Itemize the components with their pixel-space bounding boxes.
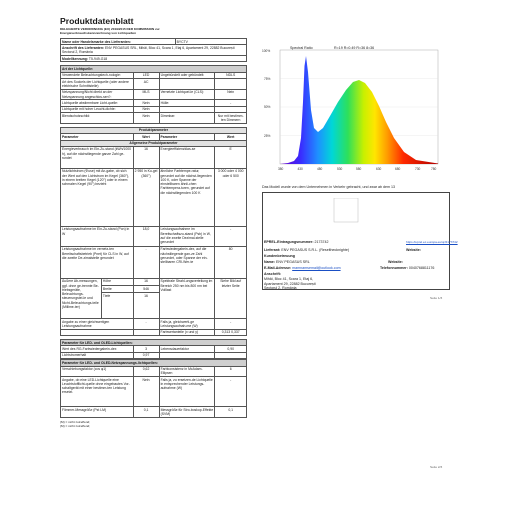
table-row: Art des Sockels der Lichtquelle (oder andere elektrische Schnittstelle) AC bbox=[61, 79, 247, 90]
regulation-text: DELEGIERTE VERORDNUNG (EU) 2019/2015 DER KOMMISSION zur Energieverbrauchskennzeichnung von Lichtquellen bbox=[60, 27, 160, 35]
params-table: Produktparameter Parameter Wert Parameter Wert Allgemeine Produktparameter Energieverbrauch im Ein-Zu-stand (kWh/1000 h), auf die nächstliegende ganze Zahl ge-rundet 16 Energieeffizienzklas-se E Nutzlichtstrom (Φuse) mit An-gabe, ob sich der Wert auf den Lichtstrom im Kegel (360°), in einem breiten Kegel (120°) oder in einem schmalen Kegel (90°) bezieht 2 950 in Ku-gel (360°) ähnliche Farbtempe-ratur, gerundet auf die nächst-liegenden 100 K, oder Spanne der einstellbaren ähnli-chen Farbtempera-turen, gerundet auf die nächstliegenden 100 K 3 000 oder 4 000 oder 6 500 Leistungsaufnahme im Ein-Zu-stand (Pon) in W 18,0 Leistungsaufnahme im Bereitschaftszu-stand (Psb) in W, auf die zweite Dezimal-stelle gerundet - Leistungsaufnahme im vernetz-ten Bereitschaftsbetrieb (Pnet) für CLS in W, auf die zweite De-zimalstelle gerundet - Farbwiedergabein-dex, auf die nächstliegende gan-ze Zahl gerundet, oder Spanne der ein-stellbaren CRI-Wer-te 80 Äußere Ab-messungen, ggf. ohne ge-trennte Be-triebsgeräte, Beleuchtungs-steuerungstei-le und Nicht-Beleuchtungs-teile (Millime-ter) Höhe 16 Spektrale Strahl-ungsverteilung im Bereich 250 nm bis 800 nm bei Volllast Siehe Bild auf letzter Seite Breite 546 Tiefe 16 Angabe zu einer gleichwertigen Leistungsaufnahme - Falls ja, gleichwerti-ge Leistungsaufnah-me (W) - Farbwertanteile (x und y) 0,313 0,337 bbox=[60, 127, 247, 336]
spectrum-title: Spectral Ratio bbox=[290, 46, 313, 50]
y-tick: 25% bbox=[264, 134, 271, 138]
x-tick: 580 bbox=[356, 167, 362, 171]
footnote: (M) = nicht zutreffend; bbox=[60, 419, 91, 424]
type-table bbox=[60, 65, 247, 123]
x-tick: 480 bbox=[317, 167, 323, 171]
spectrum-readout: R=19 R=0.49 R=36 8=36 bbox=[334, 46, 375, 50]
footnote: (M) = nicht zutreffend; bbox=[60, 423, 91, 428]
table-row: Lichtquelle mit hoher Leucht-dichte: Nein bbox=[61, 106, 247, 112]
supplier-label: Name oder Handelsmarke des Lieferanten: bbox=[61, 39, 176, 45]
table-row: Blendschutzschild: Nein Dimmbar: Nur mit bestimm-ten Dimmern bbox=[61, 113, 247, 124]
params-band: Produktparameter bbox=[61, 127, 247, 133]
placing-caption: Das Modell wurde von dem Unternehmen in Verkehr gebracht, und zwar ab dem 13 bbox=[262, 185, 396, 189]
table-row: Nutzlichtstrom (Φuse) mit An-gabe, ob sich der Wert auf den Lichtstrom im Kegel (360°), in einem breiten Kegel (120°) oder in einem schmalen Kegel (90°) bezieht 2 950 in Ku-gel (360°) ähnliche Farbtempe-ratur, gerundet auf die nächst-liegenden 100 K, oder Spanne der einstellbaren ähnli-chen Farbtempera-turen, gerundet auf die nächstliegenden 100 K 3 000 oder 4 000 oder 6 500 bbox=[61, 168, 247, 226]
email-row: E-Mail-Adresse: mamnamsemail@outlook.com bbox=[264, 266, 341, 270]
y-tick: 50% bbox=[264, 105, 271, 109]
model-label: Modellkennung: bbox=[62, 56, 88, 61]
contact-label: Kundenbetreuung bbox=[264, 254, 295, 258]
table-row: Leistungsaufnahme im vernetz-ten Bereitschaftsbetrieb (Pnet) für CLS in W, auf die zweite De-zimalstelle gerundet - Farbwiedergabein-dex, auf die nächstliegende gan-ze Zahl gerundet, oder Spanne der ein-stellbaren CRI-Wer-te 80 bbox=[61, 246, 247, 278]
phone-row: Telefonnummer: 0040768811176 bbox=[380, 266, 435, 270]
website-label: Website: bbox=[406, 248, 421, 252]
page-number: Seite 2/3 bbox=[430, 465, 443, 469]
table-row: Breite 546 bbox=[61, 285, 247, 292]
page-number: Seite 1/3 bbox=[430, 296, 443, 300]
address-label-right: Anschrift: bbox=[264, 272, 281, 276]
spectrum-chart bbox=[260, 42, 444, 175]
address-value-right: Mihăi, Bloc 41, Scara 1, Etaj 6, Apartament 29, 22882 București Sectorul 2, România bbox=[264, 277, 316, 291]
table-row: Leistungsaufnahme im Ein-Zu-stand (Pon) in W 18,0 Leistungsaufnahme im Bereitschaftszu-stand (Psb) in W, auf die zweite Dezimal-stelle gerundet - bbox=[61, 226, 247, 246]
x-tick: 730 bbox=[415, 167, 421, 171]
x-tick: 680 bbox=[395, 167, 401, 171]
general-band: Allgemeine Produktparameter bbox=[61, 140, 247, 146]
netled-table bbox=[60, 359, 247, 418]
x-tick: 530 bbox=[337, 167, 343, 171]
table-row: Wert des RG-Farbwiedergabein-dex 3 Lebensdauerfaktor 0,90 bbox=[61, 346, 247, 352]
page-title: Produktdatenblatt bbox=[60, 16, 134, 26]
x-ticks bbox=[278, 167, 437, 171]
led-header: Parameter für LED- und OLED-Lichtquellen: bbox=[61, 340, 247, 346]
model-value: T5-949-G18 bbox=[88, 56, 108, 61]
table-row: Verwendete Beleuchtungstech-nologie: LED Ungebündelt oder gebündelt: NDLS bbox=[61, 72, 247, 78]
y-tick: 100% bbox=[262, 49, 271, 53]
x-tick: 380 bbox=[278, 167, 284, 171]
table-row: Flimmer-Messgröße (Pst LM) 0,1 Messgröße für Stro-boskop-Effekte (SVM) 0,1 bbox=[61, 407, 247, 418]
table-row: Farbwertanteile (x und y) 0,313 0,337 bbox=[61, 329, 247, 335]
y-tick: 75% bbox=[264, 77, 271, 81]
address-value: ENV PEGASUS SRL, Mihăi, Bloc 41, Scara 1, Etaj 6, Apartament 29, 22882 București Sectorul 2, România bbox=[62, 45, 235, 55]
table-row: Verschiebungsfaktor (cos φ1) 0,62 Farbkonsistenz in McAdam-Ellipsen 6 bbox=[61, 366, 247, 377]
table-row: Netzspannung/Nicht direkt an der Netzspannung angeschlos-sen?: MLS Vernetzte Lichtquel-le (CLS): Nein bbox=[61, 89, 247, 100]
x-tick: 630 bbox=[376, 167, 382, 171]
eprel-link[interactable]: https://eprel.ec.europa.eu/qr/2173742 bbox=[406, 240, 458, 244]
y-ticks bbox=[262, 49, 271, 138]
type-header: Art der Lichtquelle: bbox=[61, 66, 247, 72]
supplier-table bbox=[60, 38, 247, 62]
led-table bbox=[60, 339, 247, 359]
table-row: Lichtquelle abstimmbare Licht-quelle: Nein Hülle: - bbox=[61, 100, 247, 106]
supplier-value: BYCTV bbox=[175, 39, 246, 45]
qr-code-icon bbox=[320, 198, 372, 234]
website2-label: Website: bbox=[388, 260, 403, 264]
table-row: Angabe, ob eine LED-Lichtquelle eine Leuchtstofflicht-quelle ohne eingebautes Vor-schaltgerät mit einer bestimm-ten Leistung ersetzt. Nein Falls ja, zu ersetzen-de Lichtquelle in entsprechender Leistungs-aufnahme (W) - bbox=[61, 377, 247, 407]
eprel-label: EPREL-Eintragungsnummer: bbox=[264, 240, 314, 244]
name-row: Name: ENV PEGASUS SRL bbox=[264, 260, 310, 264]
datasheet-left bbox=[60, 16, 247, 428]
spectrum-svg bbox=[260, 42, 444, 175]
table-row: Äußere Ab-messungen, ggf. ohne ge-trennte Be-triebsgeräte, Beleuchtungs-steuerungstei-le und Nicht-Beleuchtungs-teile (Millime-ter) Höhe 16 Spektrale Strahl-ungsverteilung im Bereich 250 nm bis 800 nm bei Volllast Siehe Bild auf letzter Seite bbox=[61, 278, 247, 285]
netled-header: Parameter für LED- und OLED-Netzspannungs-lichtquellen: bbox=[61, 360, 247, 366]
supplier-row: Lieferant: ENV PEGASUS S.R.L. (Reselthecknighte) bbox=[264, 248, 350, 252]
eprel-value: 2173742 bbox=[314, 240, 329, 244]
table-row: Angabe zu einer gleichwertigen Leistungsaufnahme - Falls ja, gleichwerti-ge Leistungsaufnah-me (W) - bbox=[61, 319, 247, 330]
table-row: Tiefe 16 bbox=[61, 293, 247, 319]
x-tick: 430 bbox=[297, 167, 303, 171]
table-row: Energieverbrauch im Ein-Zu-stand (kWh/1000 h), auf die nächstliegende ganze Zahl ge-rundet 16 Energieeffizienzklas-se E bbox=[61, 146, 247, 168]
x-tick: 780 bbox=[431, 167, 437, 171]
address-label: Anschrift des Lieferanten: bbox=[62, 45, 105, 50]
email-link[interactable]: mamnamsemail@outlook.com bbox=[292, 266, 341, 270]
table-row: Lichtstromerhalt 0,97 bbox=[61, 352, 247, 358]
